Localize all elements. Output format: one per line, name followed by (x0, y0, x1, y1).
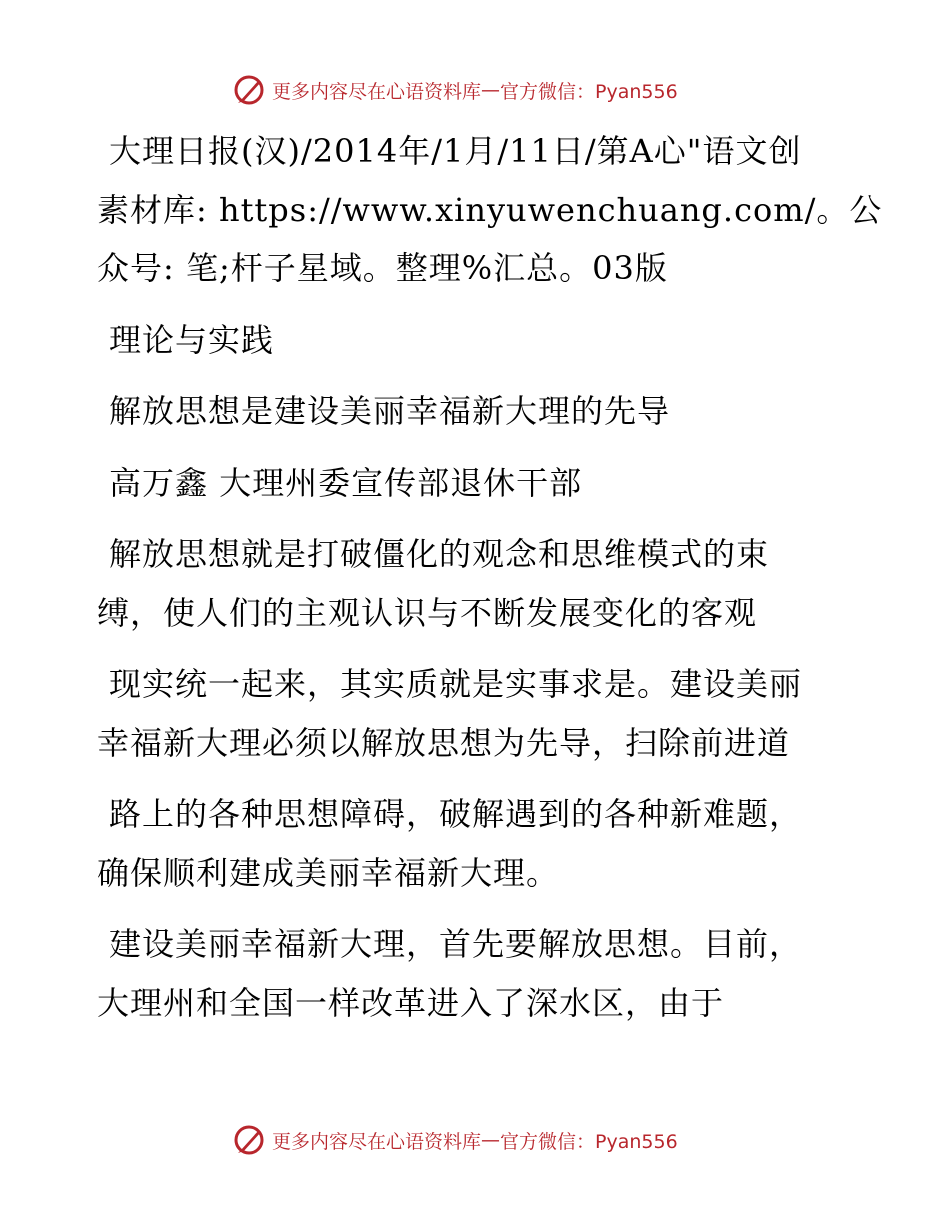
banner-wechat: 官方微信：Pyan556 (500, 80, 678, 103)
paragraph-1-line-2: 缚，使人们的主观认识与不断发展变化的客观 (97, 593, 758, 632)
paragraph-2-line-2: 幸福新大理必须以解放思想为先导，扫除前进道 (97, 723, 791, 762)
paragraph-1-line-1: 解放思想就是打破僵化的观念和思维模式的束 (109, 535, 770, 573)
header-line-1: 大理日报(汉)/2014年/1月/11日/第A心"语文创 (109, 132, 802, 170)
banner-separator: — (481, 1129, 501, 1151)
document-body (97, 122, 883, 1032)
banner-separator: — (481, 79, 501, 101)
pen-logo-icon (232, 1123, 266, 1157)
paragraph-4-line-1: 建设美丽幸福新大理，首先要解放思想。目前， (109, 925, 803, 963)
banner-text: 更多内容尽在心语资料库 (272, 80, 482, 103)
bottom-banner (232, 1122, 678, 1158)
section-label: 理论与实践 (109, 320, 275, 359)
paragraph-3-line-1: 路上的各种思想障碍，破解遇到的各种新难题， (109, 795, 803, 833)
header-line-2: 素材库: https://www.xinyuwenchuang.com/。公 (97, 190, 883, 229)
paragraph-2-line-1: 现实统一起来，其实质就是实事求是。建设美丽 (109, 665, 803, 703)
top-banner (232, 72, 678, 108)
author-line: 高万鑫 大理州委宣传部退休干部 (109, 463, 583, 502)
pen-logo-icon (232, 73, 266, 107)
article-title: 解放思想是建设美丽幸福新大理的先导 (109, 392, 671, 430)
paragraph-3-line-2: 确保顺利建成美丽幸福新大理。 (97, 853, 560, 892)
paragraph-4-line-2: 大理州和全国一样改革进入了深水区，由于 (97, 983, 725, 1022)
banner-text: 更多内容尽在心语资料库 (272, 1130, 482, 1153)
banner-wechat: 官方微信：Pyan556 (500, 1130, 678, 1153)
header-line-3: 众号: 笔;杆子星域。整理%汇总。03版 (97, 249, 668, 287)
